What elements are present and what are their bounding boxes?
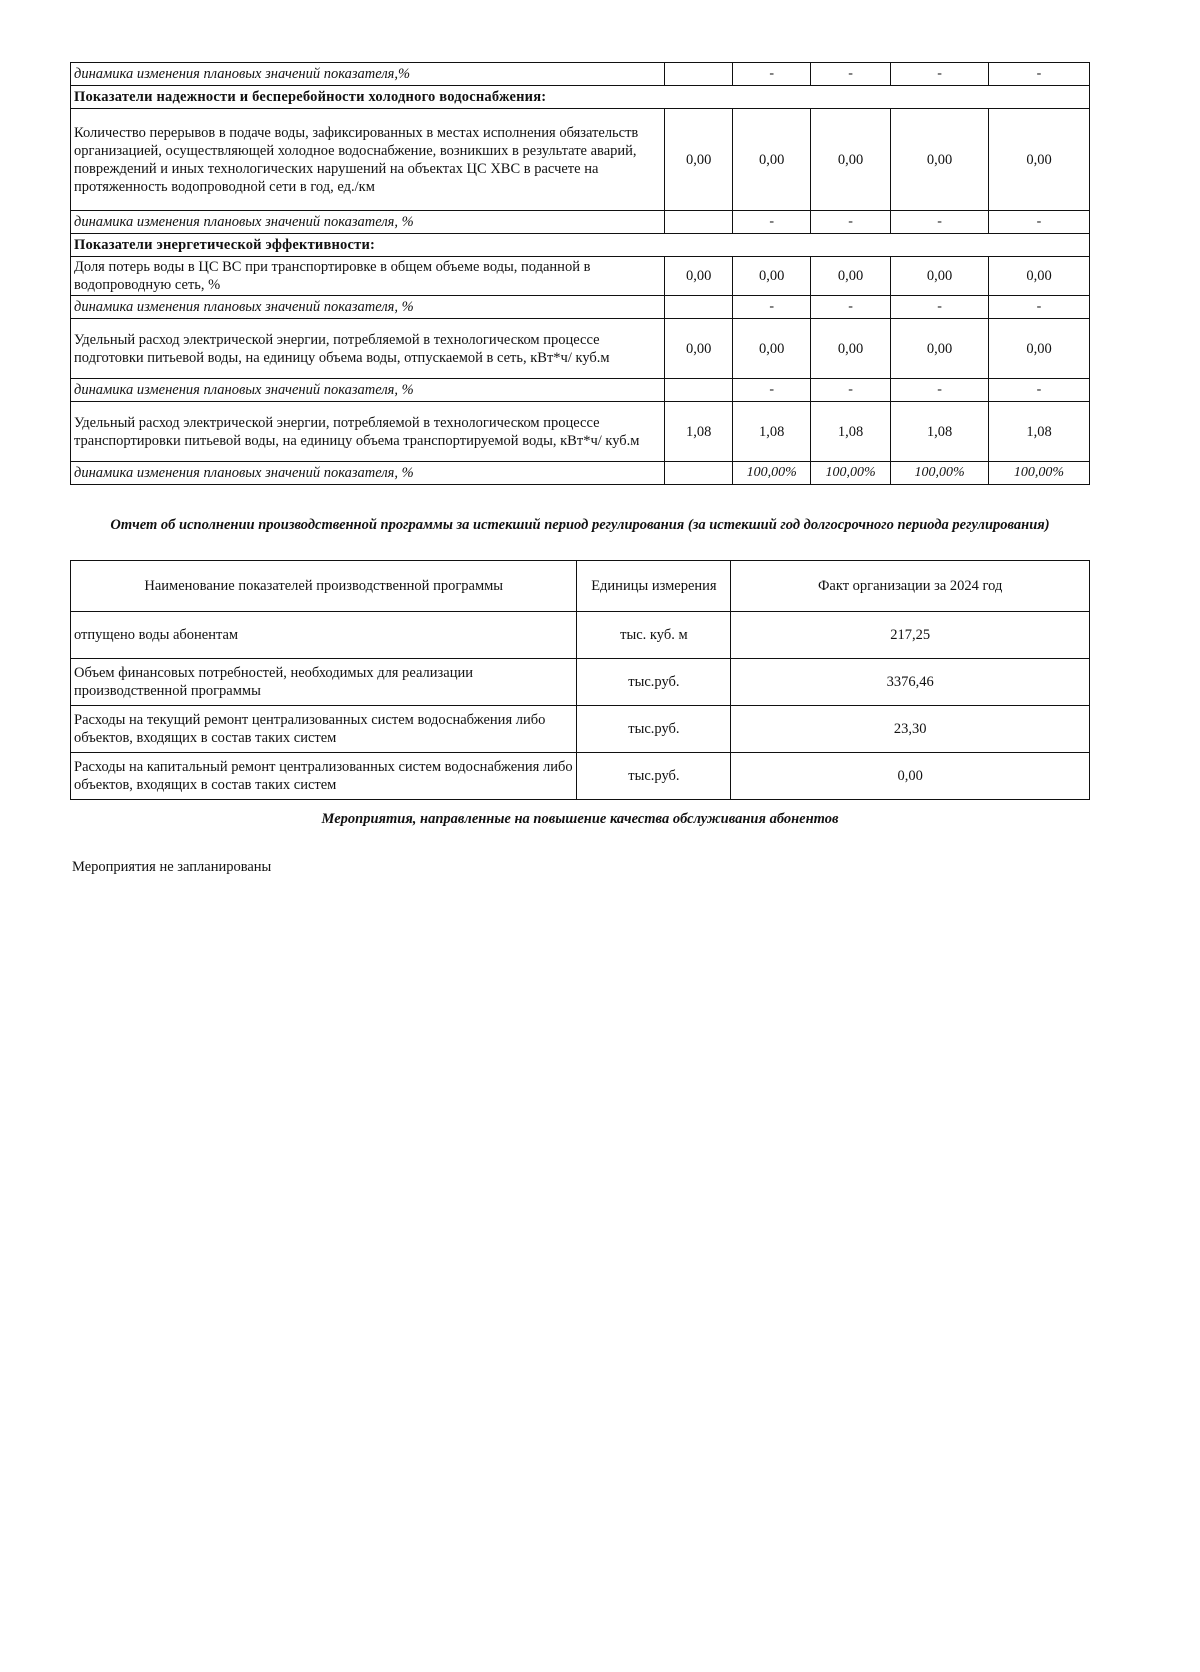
- cell-value: 1,08: [665, 402, 733, 462]
- table-row: [71, 109, 1090, 211]
- row-label: Удельный расход электрической энергии, потребляемой в технологическом процессе транспортировки питьевой воды, на единицу объема транспортируемой воды, кВт*ч/ куб.м: [71, 402, 665, 462]
- row-value: 0,00: [731, 753, 1090, 800]
- column-header: Факт организации за 2024 год: [731, 561, 1090, 612]
- cell-value: 0,00: [733, 319, 811, 379]
- cell-value: -: [989, 296, 1090, 319]
- cell-value: 1,08: [891, 402, 989, 462]
- cell-value: -: [811, 211, 891, 234]
- section-row: [71, 234, 1090, 257]
- cell-value: 0,00: [811, 319, 891, 379]
- cell-value: [665, 462, 733, 485]
- table-row: [71, 296, 1090, 319]
- measures-caption: Мероприятия, направленные на повышение качества обслуживания абонентов: [321, 811, 839, 827]
- indicators-table: [70, 62, 1090, 485]
- table-row: [71, 319, 1090, 379]
- table-row: [71, 63, 1090, 86]
- cell-value: 0,00: [811, 257, 891, 296]
- cell-value: -: [989, 379, 1090, 402]
- column-header: Единицы измерения: [577, 561, 731, 612]
- table-row: [71, 257, 1090, 296]
- cell-value: -: [811, 379, 891, 402]
- row-label: Доля потерь воды в ЦС ВС при транспортировке в общем объеме воды, поданной в водопроводную сеть, %: [71, 257, 665, 296]
- report-caption: Отчет об исполнении производственной программы за истекший период регулирования (за истекший год долгосрочного периода регулирования): [110, 517, 1050, 533]
- row-unit: тыс.руб.: [577, 753, 731, 800]
- column-header: Наименование показателей производственной программы: [71, 561, 577, 612]
- cell-value: 1,08: [989, 402, 1090, 462]
- production-program-table: [70, 560, 1090, 800]
- cell-value: -: [989, 211, 1090, 234]
- table-row: [71, 462, 1090, 485]
- cell-value: -: [733, 296, 811, 319]
- cell-value: 100,00%: [891, 462, 989, 485]
- cell-value: 0,00: [891, 257, 989, 296]
- row-label: Удельный расход электрической энергии, потребляемой в технологическом процессе подготовки питьевой воды, на единицу объема воды, отпускаемой в сеть, кВт*ч/ куб.м: [71, 319, 665, 379]
- cell-value: 100,00%: [989, 462, 1090, 485]
- measures-note: Мероприятия не запланированы: [72, 859, 272, 875]
- section-row: [71, 86, 1090, 109]
- table-row: [71, 753, 1090, 800]
- cell-value: [665, 211, 733, 234]
- table-header-row: [71, 561, 1090, 612]
- cell-value: 0,00: [811, 109, 891, 211]
- cell-value: 1,08: [733, 402, 811, 462]
- row-label: Количество перерывов в подаче воды, зафиксированных в местах исполнения обязательств организацией, осуществляющей холодное водоснабжение, возникших в результате аварий, повреждений и иных технологических нарушений на объектах ЦС ХВС в расчете на протяженность водопроводной сети в год, ед./км: [71, 109, 665, 211]
- cell-value: 100,00%: [733, 462, 811, 485]
- cell-value: -: [811, 296, 891, 319]
- table-row: [71, 612, 1090, 659]
- cell-value: [665, 296, 733, 319]
- cell-value: 0,00: [665, 319, 733, 379]
- table-row: [71, 211, 1090, 234]
- cell-value: 1,08: [811, 402, 891, 462]
- cell-value: 0,00: [733, 257, 811, 296]
- cell-value: -: [733, 211, 811, 234]
- cell-value: -: [891, 63, 989, 86]
- row-unit: тыс. куб. м: [577, 612, 731, 659]
- row-name: Расходы на капитальный ремонт централизованных систем водоснабжения либо объектов, входящих в состав таких систем: [71, 753, 577, 800]
- cell-value: 0,00: [891, 319, 989, 379]
- cell-value: 100,00%: [811, 462, 891, 485]
- cell-value: 0,00: [989, 109, 1090, 211]
- row-unit: тыс.руб.: [577, 659, 731, 706]
- section-heading: Показатели надежности и бесперебойности холодного водоснабжения:: [71, 86, 1090, 109]
- cell-value: -: [891, 379, 989, 402]
- table-row: [71, 706, 1090, 753]
- section-heading: Показатели энергетической эффективности:: [71, 234, 1090, 257]
- row-value: 3376,46: [731, 659, 1090, 706]
- row-unit: тыс.руб.: [577, 706, 731, 753]
- table-row: [71, 659, 1090, 706]
- cell-value: -: [989, 63, 1090, 86]
- cell-value: -: [811, 63, 891, 86]
- row-value: 217,25: [731, 612, 1090, 659]
- cell-value: [665, 63, 733, 86]
- row-label: динамика изменения плановых значений показателя,%: [71, 63, 665, 86]
- cell-value: -: [891, 211, 989, 234]
- cell-value: 0,00: [665, 257, 733, 296]
- row-name: отпущено воды абонентам: [71, 612, 577, 659]
- cell-value: -: [733, 379, 811, 402]
- row-label: динамика изменения плановых значений показателя, %: [71, 379, 665, 402]
- row-label: динамика изменения плановых значений показателя, %: [71, 296, 665, 319]
- row-name: Расходы на текущий ремонт централизованных систем водоснабжения либо объектов, входящих в состав таких систем: [71, 706, 577, 753]
- cell-value: -: [891, 296, 989, 319]
- table-row: [71, 402, 1090, 462]
- cell-value: 0,00: [989, 257, 1090, 296]
- row-name: Объем финансовых потребностей, необходимых для реализации производственной программы: [71, 659, 577, 706]
- cell-value: 0,00: [733, 109, 811, 211]
- table-row: [71, 379, 1090, 402]
- row-label: динамика изменения плановых значений показателя, %: [71, 211, 665, 234]
- cell-value: -: [733, 63, 811, 86]
- row-label: динамика изменения плановых значений показателя, %: [71, 462, 665, 485]
- row-value: 23,30: [731, 706, 1090, 753]
- cell-value: 0,00: [665, 109, 733, 211]
- cell-value: 0,00: [891, 109, 989, 211]
- cell-value: [665, 379, 733, 402]
- cell-value: 0,00: [989, 319, 1090, 379]
